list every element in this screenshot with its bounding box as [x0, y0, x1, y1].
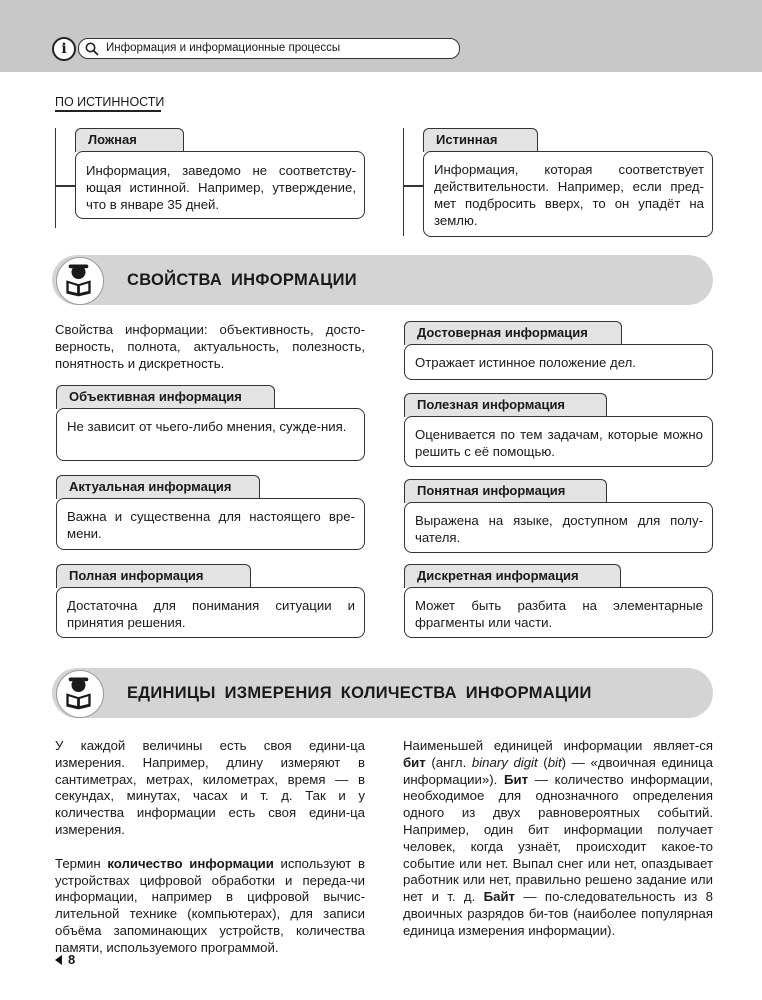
card-useful-text: Оценивается по тем задачам, которые можно решить с её помощью.: [415, 427, 703, 459]
tab-true: Истинная: [423, 128, 538, 152]
reader-icon-circle: [56, 257, 104, 305]
text-run: ) — «двоичная единица информации»).: [403, 754, 714, 787]
term-binary-digit: binary digit: [471, 754, 538, 770]
properties-intro: Свойства информации: объективность, досто-верность, полнота, актуальность, полезность, понятность и дискретность.: [55, 322, 365, 371]
units-left-p2: [55, 856, 365, 957]
term-byte: Байт: [483, 889, 516, 905]
tab-false: Ложная: [75, 128, 184, 152]
banner-units-title: ЕДИНИЦЫ ИЗМЕРЕНИЯ КОЛИЧЕСТВА ИНФОРМАЦИИ: [127, 684, 592, 702]
tab-understandable: Понятная информация: [404, 479, 607, 503]
bracket-right-arm: [403, 185, 423, 187]
units-left-column: [55, 738, 365, 957]
text-run: (англ.: [425, 754, 472, 770]
text-run: Наименьшей единицей информации являет-ся: [403, 738, 713, 753]
reader-icon-circle: [56, 670, 104, 718]
term-bit-2: Бит: [503, 771, 529, 787]
page-back-arrow-icon[interactable]: [55, 955, 62, 965]
bracket-left: [55, 128, 56, 228]
term-bit: бит: [403, 754, 426, 770]
text-run: — по-следовательность из 8 двоичных разрядов би-тов (наиболее популярная единица измерения информации).: [403, 889, 713, 938]
text-run: (: [537, 754, 548, 770]
card-complete: [56, 587, 365, 638]
card-discrete: [404, 587, 713, 638]
banner-units: [52, 668, 713, 718]
bracket-left-arm: [55, 185, 75, 187]
card-reliable: [404, 344, 713, 380]
card-relevant-text: Важна и существенна для настоящего вре-мени.: [67, 509, 355, 541]
card-true: [423, 151, 713, 237]
banner-properties-title: СВОЙСТВА ИНФОРМАЦИИ: [127, 271, 357, 289]
info-icon[interactable]: i: [52, 37, 76, 61]
page-number: 8: [68, 952, 76, 967]
card-complete-text: Достаточна для понимания ситуации и принятия решения.: [67, 598, 355, 630]
reader-icon: [57, 671, 100, 714]
search-icon: [85, 42, 99, 56]
heading-underline: [55, 110, 161, 112]
truth-heading: ПО ИСТИННОСТИ: [55, 95, 165, 109]
banner-properties: [52, 255, 713, 305]
tab-discrete: Дискретная информация: [404, 564, 621, 588]
tab-objective: Объективная информация: [56, 385, 275, 409]
card-reliable-text: Отражает истинное положение дел.: [415, 355, 636, 370]
term-amount-of-information: количество информации: [107, 855, 274, 871]
text-run: Термин: [55, 855, 108, 871]
tab-useful: Полезная информация: [404, 393, 607, 417]
tab-complete: Полная информация: [56, 564, 251, 588]
term-bit-en: bit: [547, 754, 562, 770]
card-objective: [56, 408, 365, 461]
bracket-right: [403, 128, 404, 236]
text-run: используют в устройствах цифровой обработки и переда-чи информации, например в цифровой вычис-лительной технике (компьютерах), для записи объёма запоминающих устройств, количества памяти, используемого программой.: [55, 855, 365, 955]
units-left-p1: У каждой величины есть своя едини-ца измерения. Например, длину измеряют в сантиметрах, метрах, километрах, время — в секундах, минутах, часах и т. д. Так и у количества информации есть своя едини-ца измерения.: [55, 738, 365, 837]
search-text: Информация и информационные процессы: [106, 42, 341, 54]
card-true-text: Информация, которая соответствует действительности. Например, если пред-мет подбросить вверх, то он упадёт на землю.: [434, 162, 704, 228]
card-objective-text: Не зависит от чьего-либо мнения, сужде-ния.: [67, 419, 347, 434]
card-understandable-text: Выражена на языке, доступном для полу-чателя.: [415, 513, 703, 545]
units-right-column: [403, 738, 713, 940]
card-discrete-text: Может быть разбита на элементарные фрагменты или части.: [415, 598, 703, 630]
card-understandable: [404, 502, 713, 553]
card-false: [75, 151, 365, 219]
card-useful: [404, 416, 713, 467]
card-relevant: [56, 498, 365, 550]
units-right-p1: [403, 738, 713, 940]
search-bar[interactable]: [78, 38, 460, 59]
tab-reliable: Достоверная информация: [404, 321, 622, 345]
card-false-text: Информация, заведомо не соответству-ющая истинной. Например, утверждение, что в январе 35 дней.: [86, 163, 356, 212]
header-bar: [0, 0, 762, 72]
text-run: — количество информации, необходимое для однозначного определения одного из двух равновероятных событий. Например, один бит информации получает человек, когда узнаёт, происходит какое-то событие или нет. Выпал снег или нет, опаздывает работник или нет, правильно решено задание или нет и т. д.: [403, 771, 713, 905]
reader-icon: [57, 258, 100, 301]
tab-relevant: Актуальная информация: [56, 475, 260, 499]
